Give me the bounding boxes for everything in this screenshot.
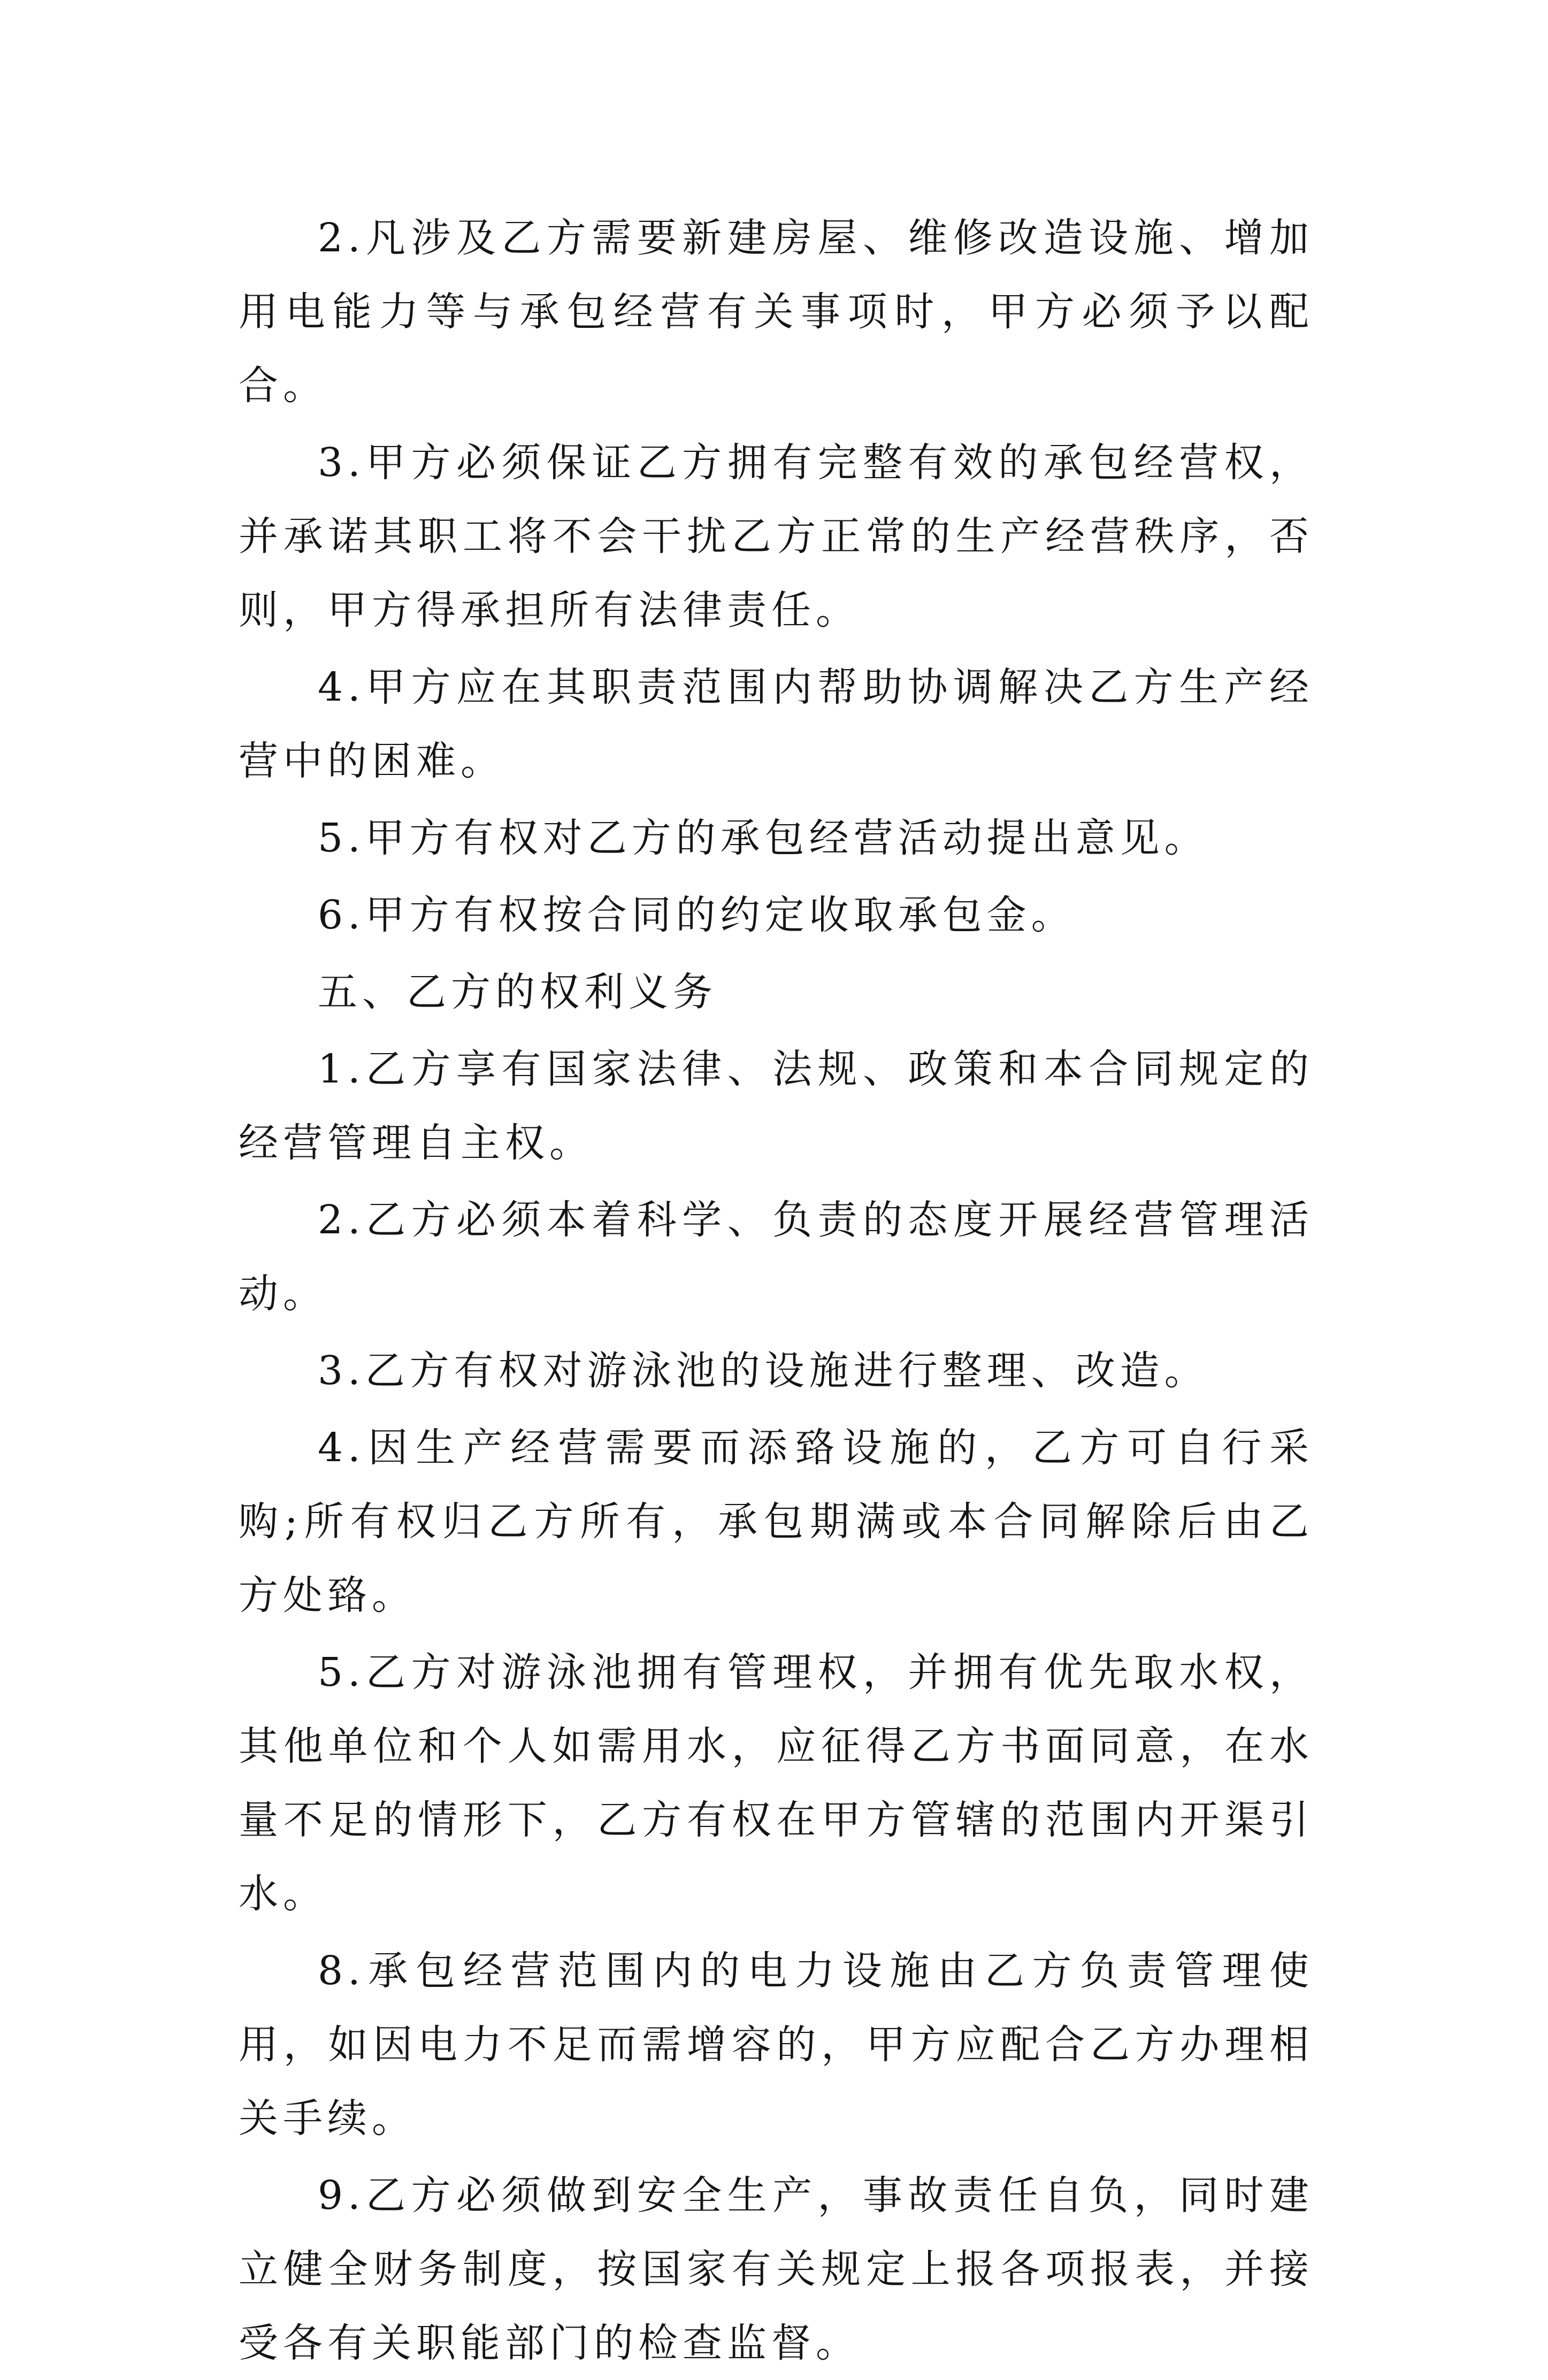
paragraph: 4.甲方应在其职责范围内帮助协调解决乙方生产经营中的困难。 bbox=[239, 664, 1314, 784]
paragraph: 5.甲方有权对乙方的承包经营活动提出意见。 bbox=[318, 815, 1209, 861]
paragraph: 8.承包经营范围内的电力设施由乙方负责管理使用，如因电力不足而需增容的，甲方应配合乙方办理相关手续。 bbox=[239, 1948, 1314, 2141]
paragraph: 1.乙方享有国家法律、法规、政策和本合同规定的经营管理自主权。 bbox=[239, 1046, 1314, 1166]
paragraph: 3.乙方有权对游泳池的设施进行整理、改造。 bbox=[318, 1348, 1209, 1394]
document-body bbox=[239, 201, 1314, 2380]
paragraph: 2.凡涉及乙方需要新建房屋、维修改造设施、增加用电能力等与承包经营有关事项时，甲方必须予以配合。 bbox=[239, 215, 1314, 409]
paragraph: 2.乙方必须本着科学、负责的态度开展经营管理活动。 bbox=[239, 1197, 1314, 1317]
paragraph: 5.乙方对游泳池拥有管理权，并拥有优先取水权，其他单位和个人如需用水，应征得乙方书面同意，在水量不足的情形下，乙方有权在甲方管辖的范围内开渠引水。 bbox=[239, 1649, 1314, 1917]
section-heading: 五、乙方的权利义务 bbox=[318, 969, 717, 1015]
paragraph: 6.甲方有权按合同的约定收取承包金。 bbox=[318, 892, 1076, 938]
paragraph: 4.因生产经营需要而添臵设施的，乙方可自行采购;所有权归乙方所有，承包期满或本合同解除后由乙方处臵。 bbox=[239, 1425, 1314, 1618]
paragraph: 3.甲方必须保证乙方拥有完整有效的承包经营权，并承诺其职工将不会干扰乙方正常的生产经营秩序，否则，甲方得承担所有法律责任。 bbox=[239, 440, 1314, 633]
paragraph: 9.乙方必须做到安全生产，事故责任自负，同时建立健全财务制度，按国家有关规定上报各项报表，并接受各有关职能部门的检查监督。 bbox=[239, 2172, 1314, 2366]
